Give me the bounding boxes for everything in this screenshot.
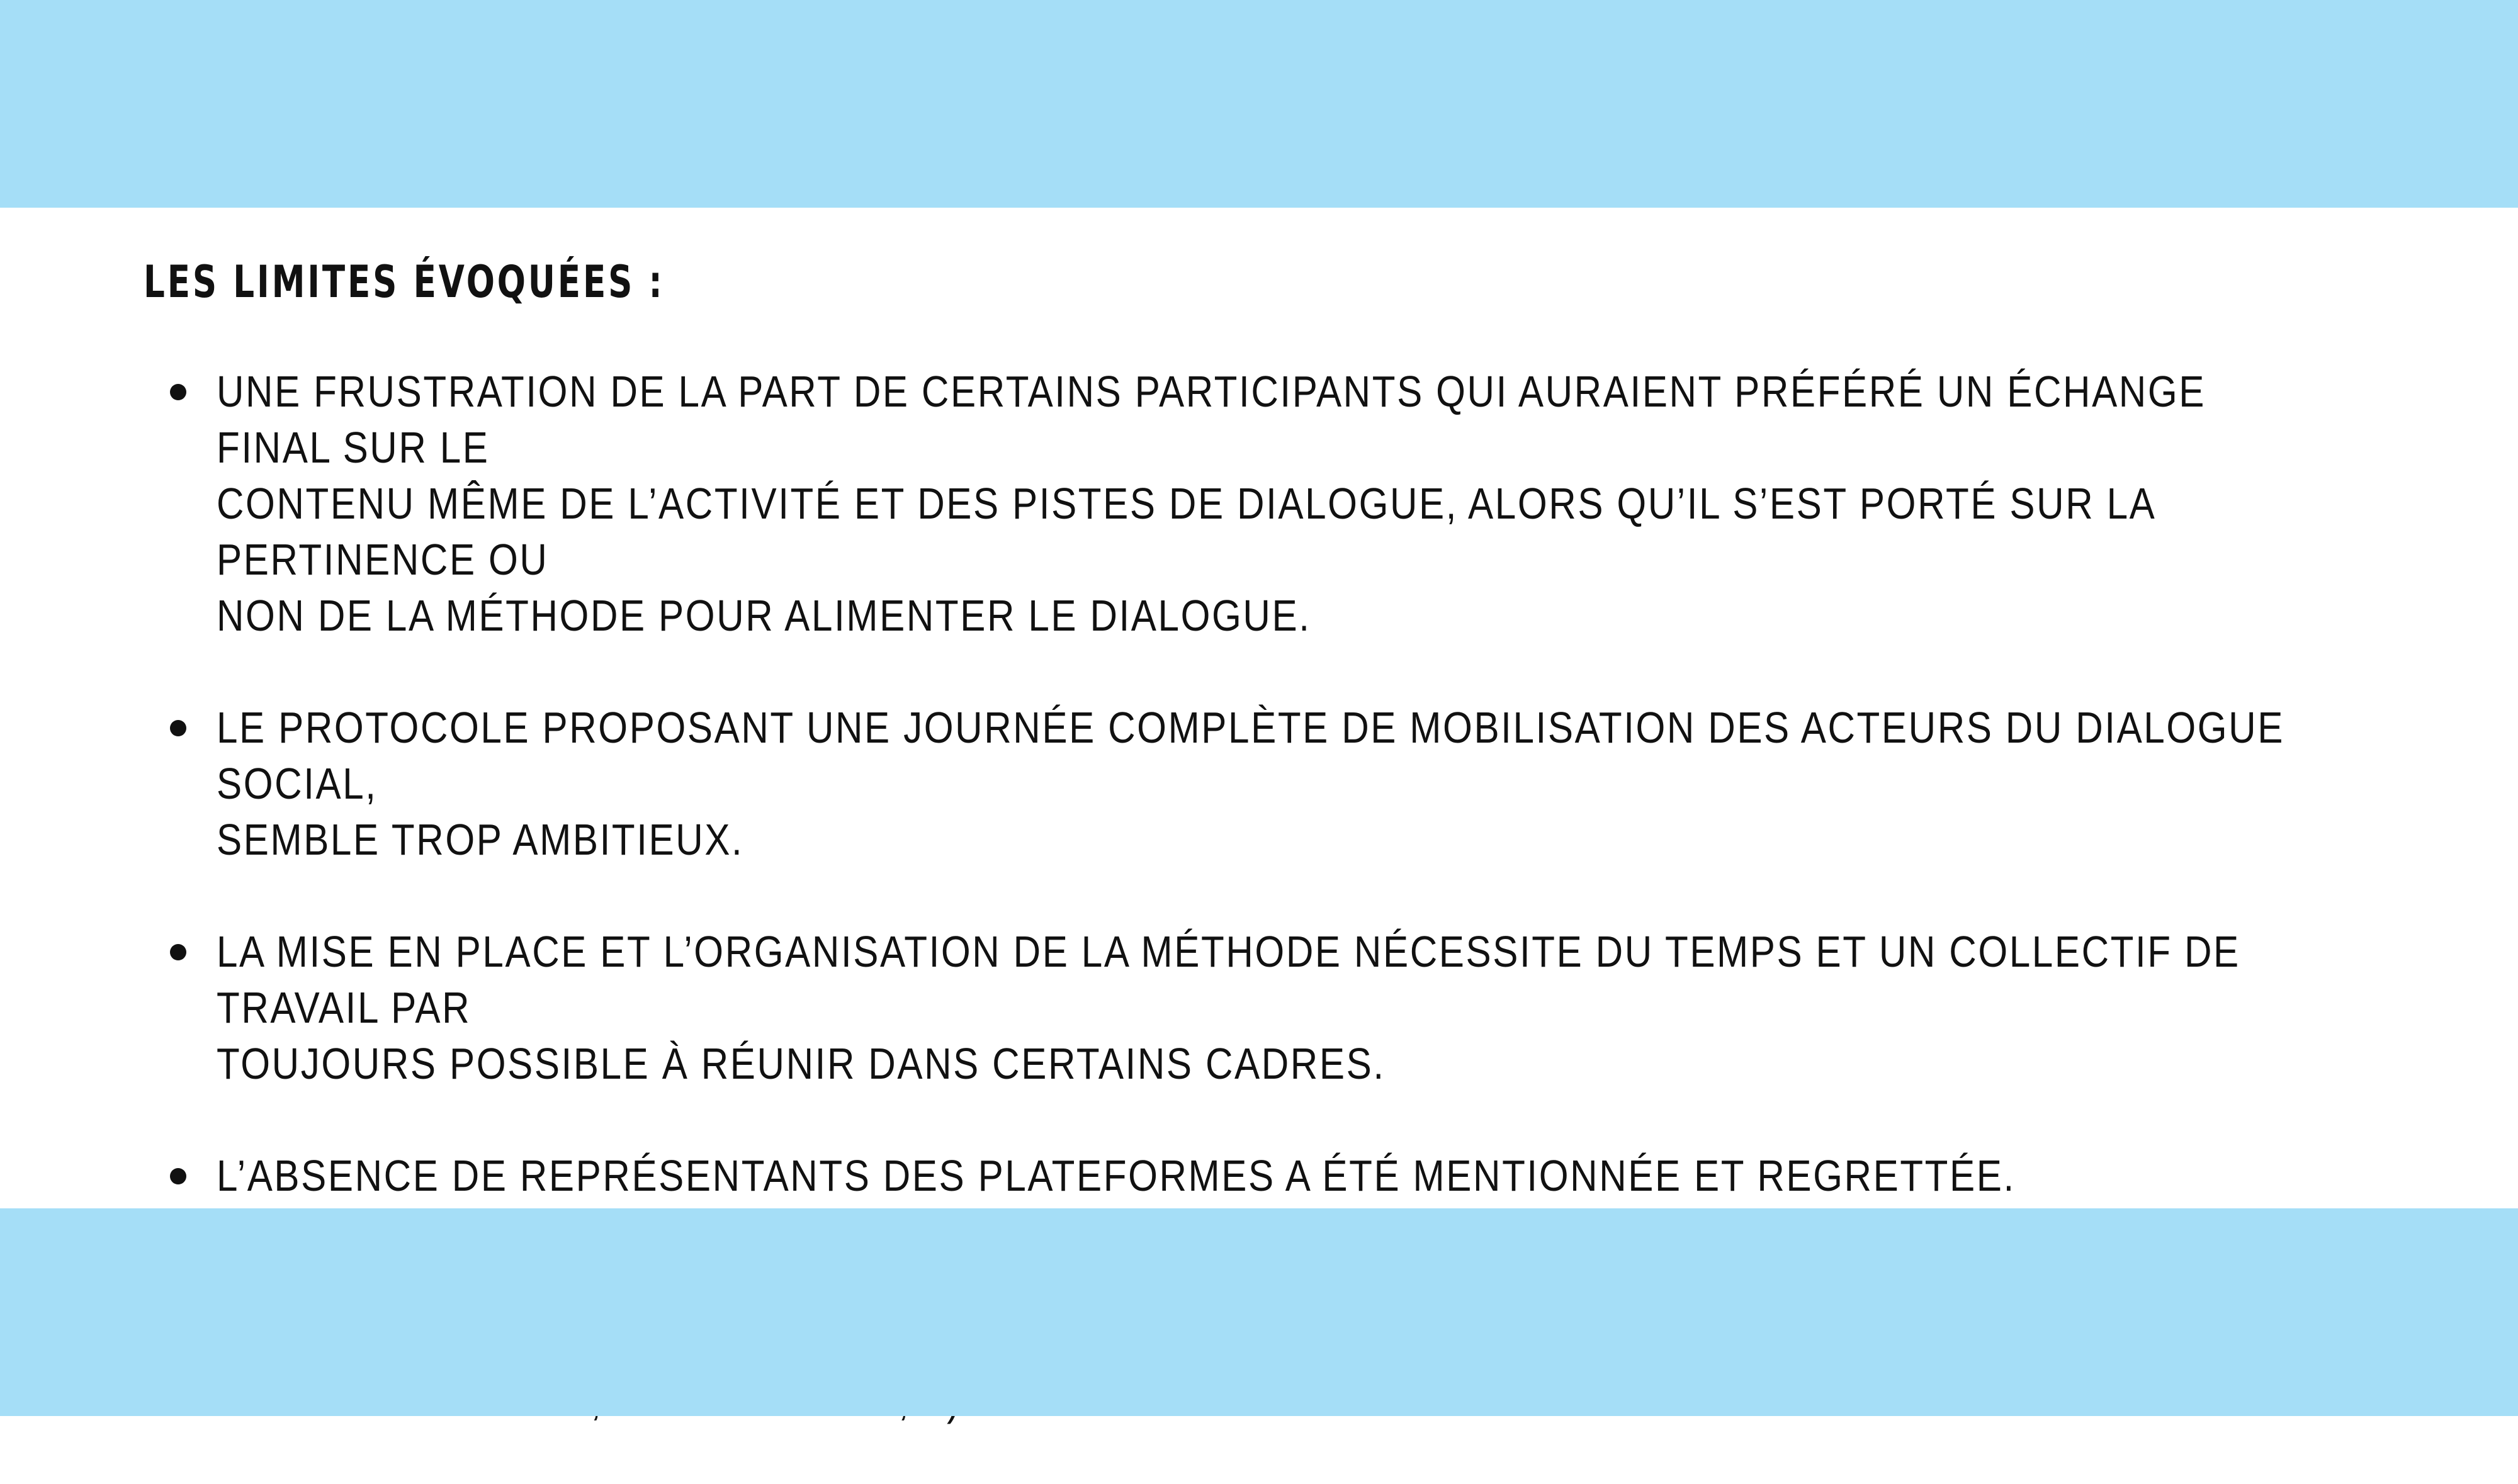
list-item-line: NON DE LA MÉTHODE POUR ALIMENTER LE DIALOGUE.: [217, 591, 1311, 640]
list-item: [144, 924, 2385, 1092]
slide-content: [144, 250, 2385, 1200]
bullet-icon: [170, 384, 186, 400]
list-item-text: [217, 364, 2306, 644]
list-item-line: LE PROTOCOLE PROPOSANT UNE JOURNÉE COMPLÈTE DE MOBILISATION DES ACTEURS DU DIALOGUE SOCIAL,: [217, 703, 2284, 808]
section-heading: LES LIMITES ÉVOQUÉES :: [144, 256, 665, 308]
list-item: [144, 364, 2385, 644]
list-item-line: CONTENU MÊME DE L’ACTIVITÉ ET DES PISTES DE DIALOGUE, ALORS QU’IL S’EST PORTÉ SUR LA PERTINENCE OU: [217, 479, 2155, 584]
list-item: [144, 700, 2385, 868]
bullet-icon: [170, 1168, 186, 1184]
list-item: [144, 1148, 2385, 1204]
list-item-line: SEMBLE TROP AMBITIEUX.: [217, 815, 744, 864]
bottom-band: [0, 1208, 2518, 1416]
list-item-line: L’ABSENCE DE REPRÉSENTANTS DES PLATEFORMES A ÉTÉ MENTIONNÉE ET REGRETTÉE.: [217, 1151, 2016, 1200]
bullet-icon: [170, 720, 186, 736]
list-item-line: TOUJOURS POSSIBLE À RÉUNIR DANS CERTAINS CADRES.: [217, 1039, 1386, 1088]
list-item-text: [217, 924, 2306, 1092]
list-item-text: [217, 700, 2306, 868]
bullet-icon: [170, 944, 186, 960]
list-item-line: LA MISE EN PLACE ET L’ORGANISATION DE LA MÉTHODE NÉCESSITE DU TEMPS ET UN COLLECTIF DE TRAVAIL PAR: [217, 927, 2240, 1032]
list-item-line: UNE FRUSTRATION DE LA PART DE CERTAINS PARTICIPANTS QUI AURAIENT PRÉFÉRÉ UN ÉCHANGE FINAL SUR LE: [217, 367, 2206, 472]
list-item-text: [217, 1148, 2306, 1204]
top-band: [0, 0, 2518, 208]
